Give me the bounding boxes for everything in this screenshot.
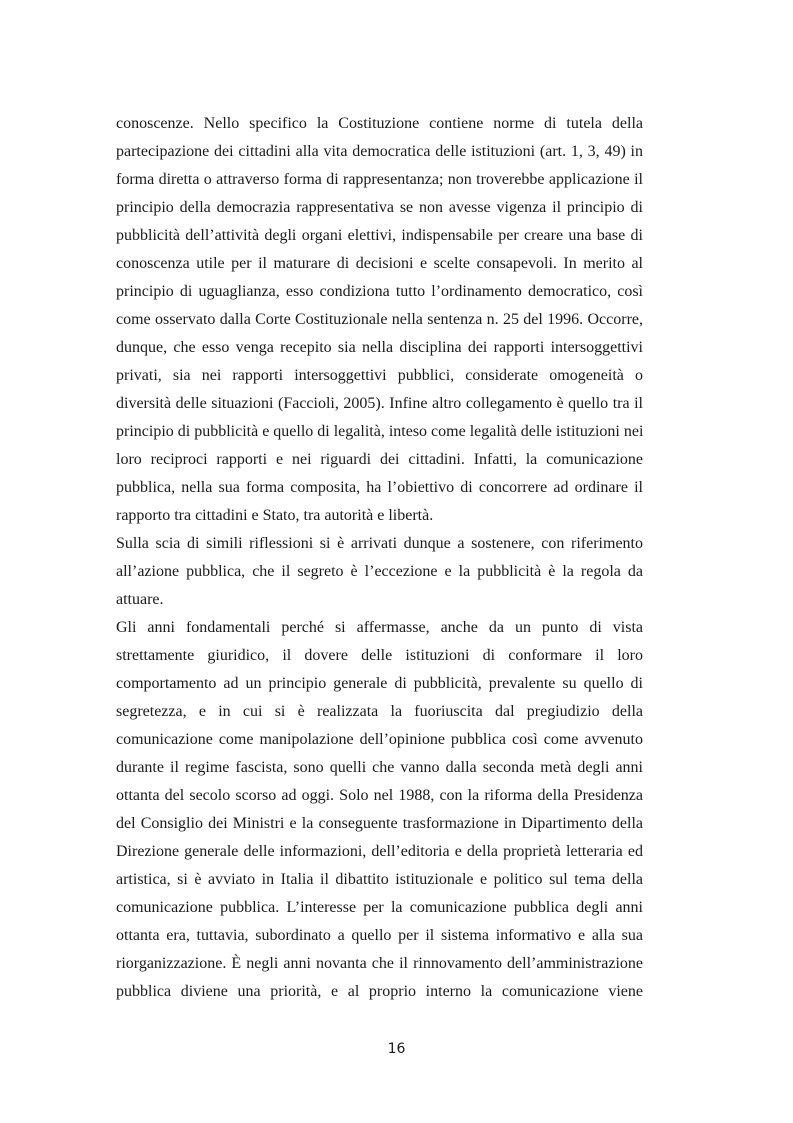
text-line: loro reciproci rapporti e nei riguardi dei cittadini. Infatti, la comunicazione	[116, 451, 643, 468]
text-line: attuare.	[116, 591, 164, 608]
text-line: segretezza, e in cui si è realizzata la fuoriuscita dal pregiudizio della	[116, 703, 643, 720]
text-line: comportamento ad un principio generale di pubblicità, prevalente su quello di	[116, 675, 643, 692]
text-line: comunicazione come manipolazione dell’opinione pubblica così come avvenuto	[116, 731, 643, 748]
text-line: Gli anni fondamentali perché si affermasse, anche da un punto di vista	[116, 619, 643, 636]
text-line: ottanta del secolo scorso ad oggi. Solo nel 1988, con la riforma della Presidenza	[116, 787, 643, 804]
text-line: comunicazione pubblica. L’interesse per la comunicazione pubblica degli anni	[116, 899, 643, 916]
text-line: principio di uguaglianza, esso condiziona tutto l’ordinamento democratico, così	[116, 283, 643, 300]
text-line: ottanta era, tuttavia, subordinato a quello per il sistema informativo e alla sua	[116, 927, 643, 944]
page-number: 16	[387, 1041, 406, 1057]
text-line: forma diretta o attraverso forma di rappresentanza; non troverebbe applicazione il	[116, 171, 643, 188]
text-line: principio di pubblicità e quello di legalità, inteso come legalità delle istituzioni nei	[116, 423, 644, 440]
text-line: riorganizzazione. È negli anni novanta che il rinnovamento dell’amministrazione	[116, 955, 643, 972]
text-line: come osservato dalla Corte Costituzionale nella sentenza n. 25 del 1996. Occorre,	[116, 311, 643, 328]
text-line: strettamente giuridico, il dovere delle istituzioni di conformare il loro	[116, 647, 643, 664]
text-line: pubblica, nella sua forma composita, ha l’obiettivo di concorrere ad ordinare il	[116, 479, 643, 496]
text-line: Direzione generale delle informazioni, dell’editoria e della proprietà letteraria ed	[116, 843, 643, 860]
text-line: artistica, si è avviato in Italia il dibattito istituzionale e politico sul tema della	[116, 871, 643, 888]
text-line: pubblica diviene una priorità, e al proprio interno la comunicazione viene	[116, 983, 643, 1000]
text-line: durante il regime fascista, sono quelli che vanno dalla seconda metà degli anni	[116, 759, 643, 776]
text-line: conoscenza utile per il maturare di decisioni e scelte consapevoli. In merito al	[116, 255, 643, 272]
text-line: diversità delle situazioni (Faccioli, 2005). Infine altro collegamento è quello tra il	[116, 395, 643, 412]
text-line: del Consiglio dei Ministri e la conseguente trasformazione in Dipartimento della	[116, 815, 643, 832]
text-line: all’azione pubblica, che il segreto è l’eccezione e la pubblicità è la regola da	[116, 563, 643, 580]
text-line: conoscenze. Nello specifico la Costituzione contiene norme di tutela della	[116, 115, 643, 132]
text-line: Sulla scia di simili riflessioni si è arrivati dunque a sostenere, con riferimento	[116, 535, 643, 552]
text-line: rapporto tra cittadini e Stato, tra autorità e libertà.	[116, 507, 434, 524]
text-line: dunque, che esso venga recepito sia nella disciplina dei rapporti intersoggettivi	[116, 339, 643, 356]
text-line: principio della democrazia rappresentativa se non avesse vigenza il principio di	[116, 199, 643, 216]
text-line: pubblicità dell’attività degli organi elettivi, indispensabile per creare una base di	[116, 227, 643, 244]
text-line: privati, sia nei rapporti intersoggettivi pubblici, considerate omogeneità o	[116, 367, 643, 384]
text-line: partecipazione dei cittadini alla vita democratica delle istituzioni (art. 1, 3, 49) in	[116, 143, 643, 160]
